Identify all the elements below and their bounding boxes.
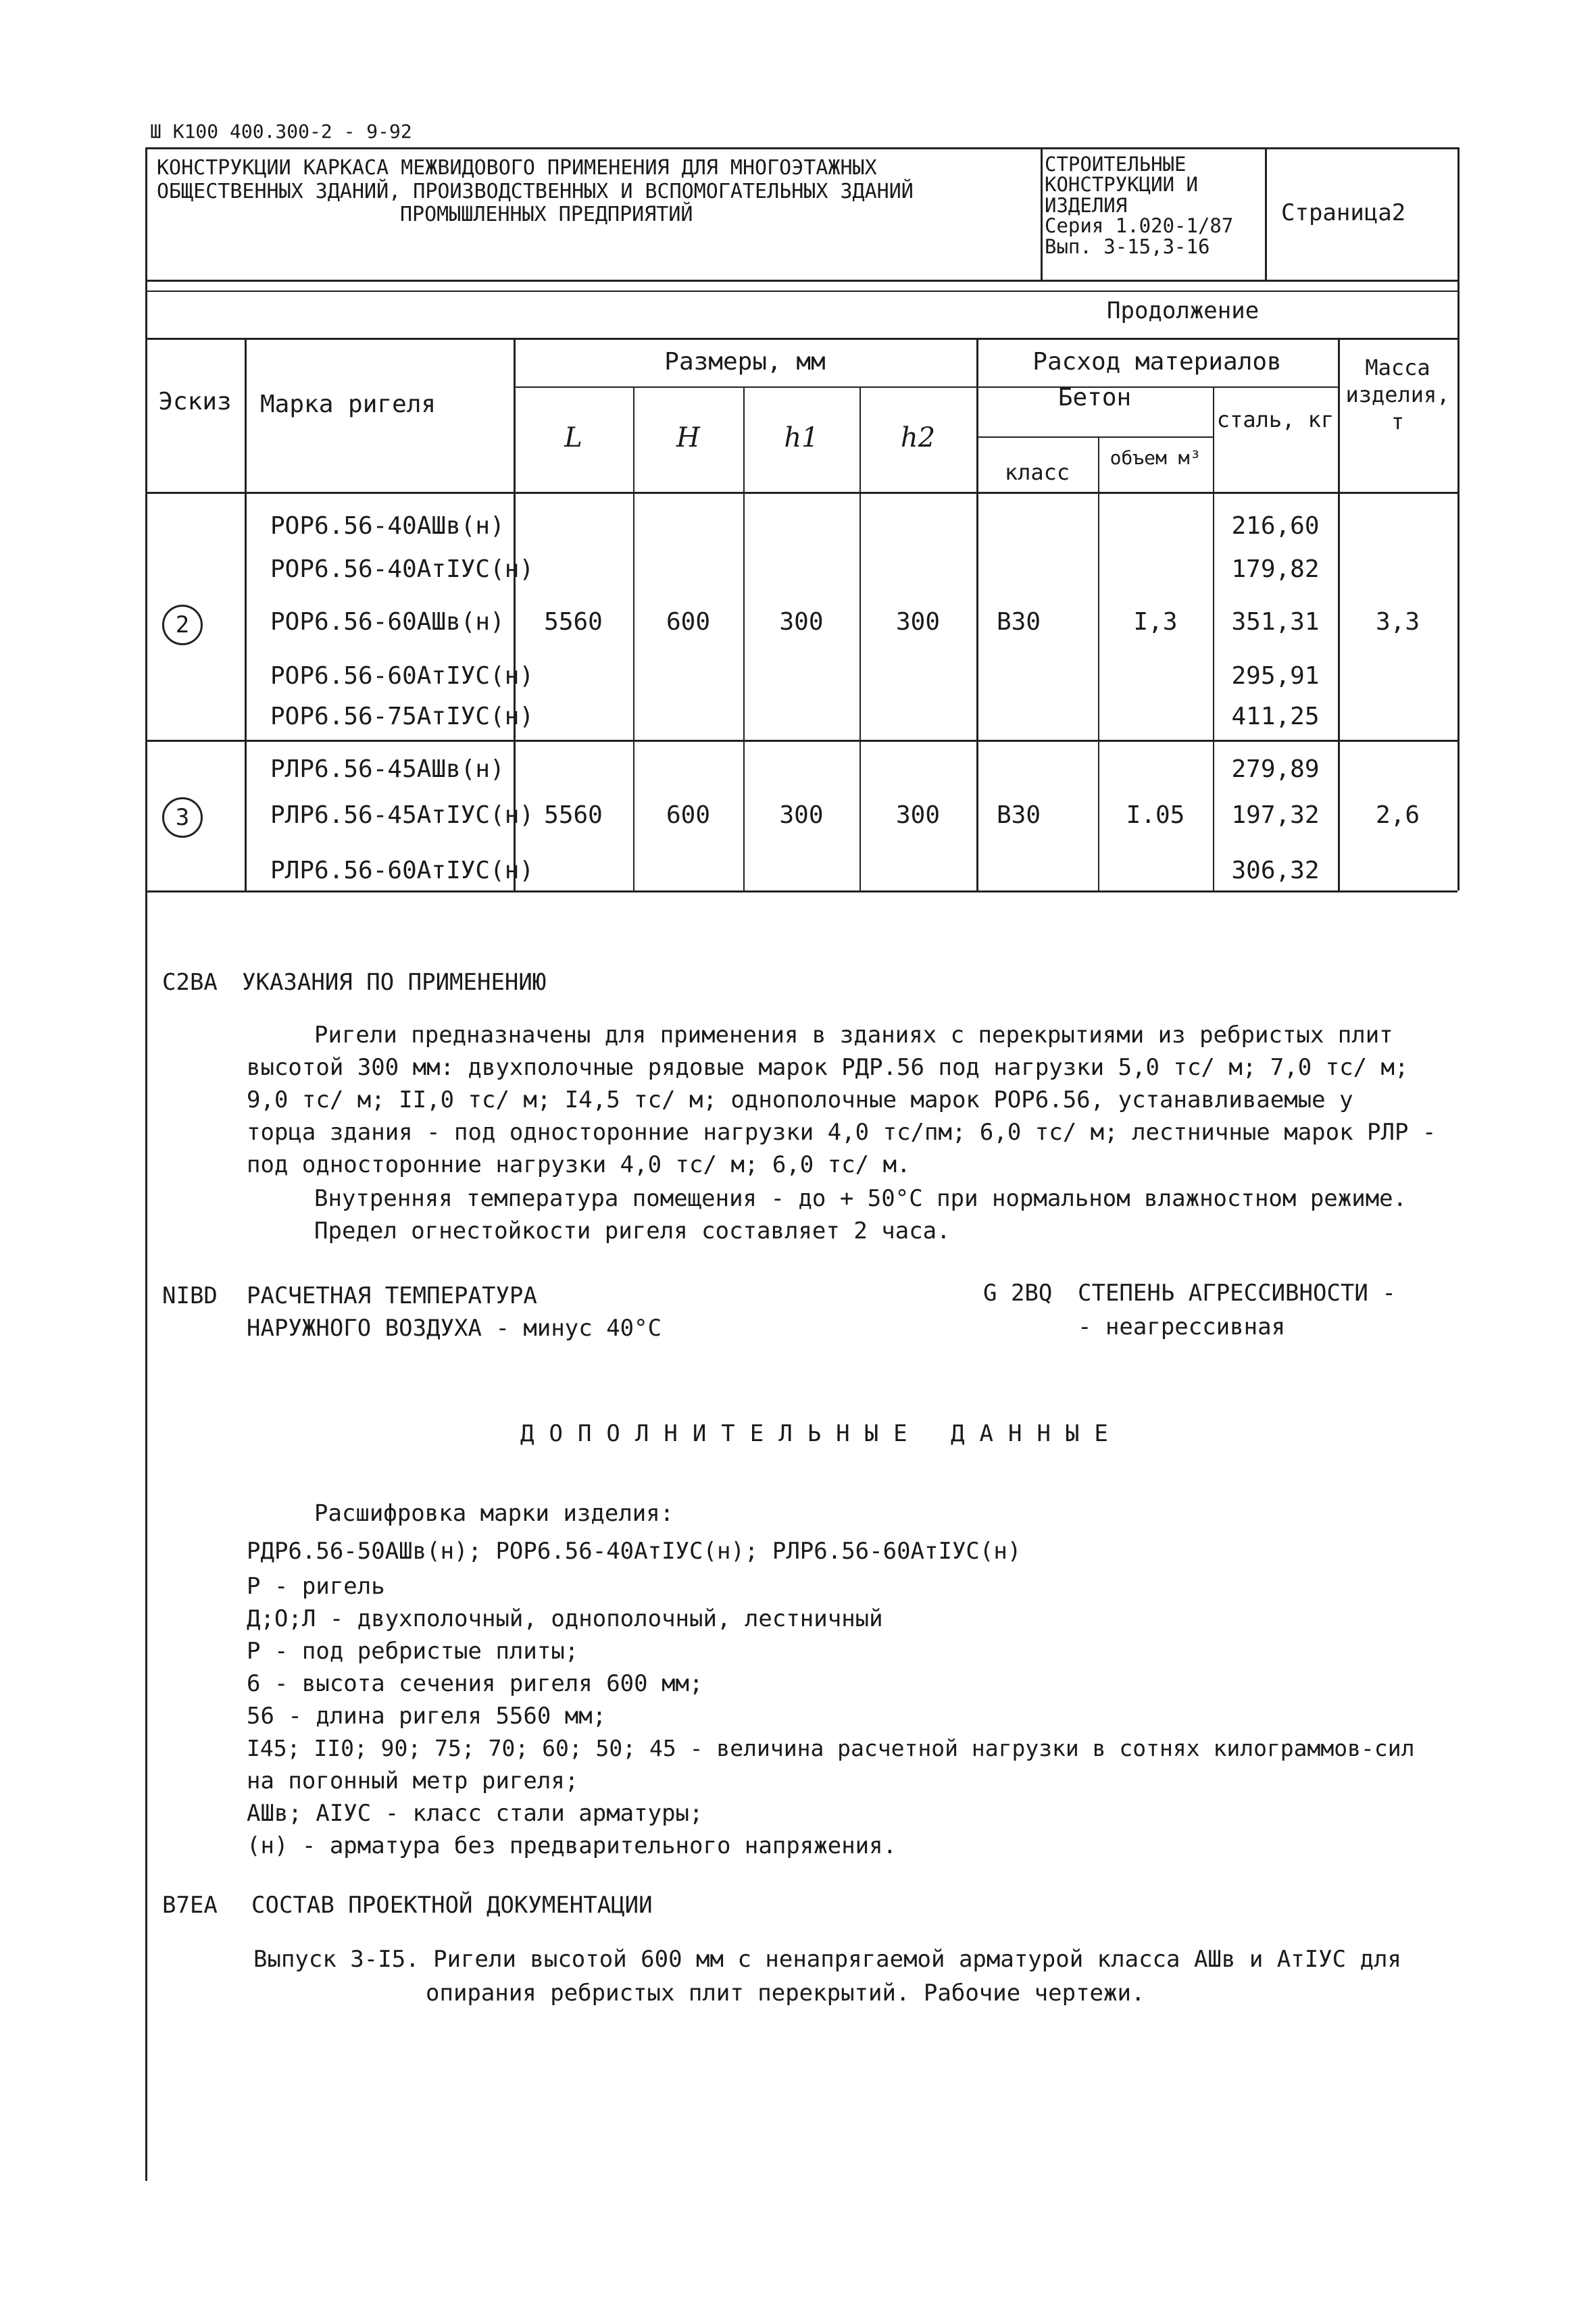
steel-cell: 306,32 [1231, 857, 1320, 884]
list-item: (н) - арматура без предварительного напряжения. [247, 1832, 897, 1859]
temperature-line1: РАСЧЕТНАЯ ТЕМПЕРАТУРА [247, 1282, 537, 1309]
documentation-heading: СОСТАВ ПРОЕКТНОЙ ДОКУМЕНТАЦИИ [251, 1892, 653, 1919]
volume-cell: I,3 [1133, 608, 1178, 636]
continuation-label: Продолжение [1107, 297, 1260, 324]
documentation-line1: Выпуск 3-I5. Ригели высотой 600 мм с ненапрягаемой арматурой класса АШв и АтIУС для [253, 1946, 1401, 1973]
col-concrete: Бетон [1057, 384, 1132, 411]
list-item: 56 - длина ригеля 5560 мм; [247, 1703, 607, 1730]
steel-cell: 295,91 [1231, 662, 1320, 690]
col-h2: h2 [900, 422, 936, 453]
col-class: класс [1004, 459, 1070, 485]
list-item: на погонный метр ригеля; [247, 1767, 579, 1794]
usage-heading: УКАЗАНИЯ ПО ПРИМЕНЕНИЮ [242, 969, 547, 996]
mark-cell: РЛР6.56-45АтIУС(н) [270, 801, 534, 829]
steel-cell: 216,60 [1231, 512, 1320, 540]
mark-cell: РОР6.56-40АтIУС(н) [270, 555, 534, 583]
h1-cell: 300 [779, 608, 824, 636]
L-cell: 5560 [544, 801, 603, 829]
aggressiveness-code: G 2BQ [983, 1280, 1053, 1307]
steel-cell: 351,31 [1231, 608, 1320, 636]
class-cell: В30 [997, 608, 1041, 636]
h1-cell: 300 [779, 801, 824, 829]
steel-cell: 197,32 [1231, 801, 1320, 829]
additional-heading: ДОПОЛНИТЕЛЬНЫЕ ДАННЫЕ [520, 1420, 1123, 1447]
documentation-code: В7ЕА [162, 1892, 218, 1919]
h2-cell: 300 [895, 801, 941, 829]
usage-code: С2ВА [162, 969, 218, 996]
steel-cell: 179,82 [1231, 555, 1320, 583]
list-item: Р - под ребристые плиты; [247, 1638, 579, 1665]
issue-number: Вып. 3-15,3-16 [1045, 234, 1210, 258]
page-number: Страница2 [1281, 199, 1406, 226]
mark-cell: РОР6.56-40АШв(н) [270, 512, 505, 540]
col-mark: Марка ригеля [260, 391, 437, 418]
steel-cell: 411,25 [1231, 703, 1320, 730]
H-cell: 600 [666, 801, 711, 829]
aggressiveness-line1: СТЕПЕНЬ АГРЕССИВНОСТИ - [1078, 1280, 1396, 1307]
header-title: КОНСТРУКЦИИ КАРКАСА МЕЖВИДОВОГО ПРИМЕНЕНИЯ ДЛЯ МНОГОЭТАЖНЫХ ОБЩЕСТВЕННЫХ ЗДАНИЙ, ПРОИЗВОДСТВЕННЫХ И ВСПОМОГАТЕЛЬНЫХ ЗДАНИЙ ПРОМЫШЛЕННЫХ ПРЕДПРИЯТИЙ [157, 156, 914, 226]
additional-example: РДР6.56-50АШв(н); РОР6.56-40АтIУС(н); РЛР6.56-60АтIУС(н) [247, 1538, 1022, 1565]
list-item: Р - ригель [247, 1573, 385, 1600]
col-mass: Масса изделия, т [1345, 355, 1450, 434]
series-number: Серия 1.020-1/87 [1045, 214, 1234, 238]
list-item: 6 - высота сечения ригеля 600 мм; [247, 1670, 703, 1697]
steel-cell: 279,89 [1231, 755, 1320, 783]
temperature-code: NIBD [162, 1282, 218, 1309]
L-cell: 5560 [544, 608, 603, 636]
col-steel: сталь, кг [1216, 407, 1335, 432]
h2-cell: 300 [895, 608, 941, 636]
mass-cell: 2,6 [1375, 801, 1420, 829]
sketch-3-icon: 3 [162, 797, 203, 838]
header-category: СТРОИТЕЛЬНЫЕ КОНСТРУКЦИИ И ИЗДЕЛИЯ Серия 1.020-1/87 Вып. 3-15,3-16 [1045, 154, 1261, 257]
mark-cell: РЛР6.56-60АтIУС(н) [270, 857, 534, 884]
H-cell: 600 [666, 608, 711, 636]
class-cell: В30 [997, 801, 1041, 829]
list-item: I45; II0; 90; 75; 70; 60; 50; 45 - величина расчетной нагрузки в сотнях килограммов-сил [247, 1735, 1415, 1761]
col-volume: объем м³ [1109, 447, 1201, 469]
mark-cell: РОР6.56-75АтIУС(н) [270, 703, 534, 730]
document-code: Ш К100 400.300-2 - 9-92 [150, 120, 412, 143]
sketch-2-icon: 2 [162, 605, 203, 645]
col-L: L [564, 422, 582, 453]
mark-cell: РОР6.56-60АШв(н) [270, 608, 505, 636]
list-item: АШв; АIУС - класс стали арматуры; [247, 1800, 703, 1827]
aggressiveness-line2: - неагрессивная [1078, 1313, 1286, 1340]
list-item: Д;О;Л - двухполочный, однополочный, лестничный [247, 1605, 883, 1632]
additional-intro: Расшифровка марки изделия: [314, 1500, 674, 1527]
col-sizes: Размеры, мм [664, 348, 826, 376]
documentation-line2: опирания ребристых плит перекрытий. Рабочие чертежи. [426, 1980, 1145, 2007]
col-sketch: Эскиз [158, 388, 232, 416]
col-H: H [676, 422, 700, 453]
col-materials: Расход материалов [1032, 348, 1282, 376]
mark-cell: РЛР6.56-45АШв(н) [270, 755, 505, 783]
mass-cell: 3,3 [1375, 608, 1420, 636]
temperature-line2: НАРУЖНОГО ВОЗДУХА - минус 40°С [247, 1315, 662, 1342]
mark-cell: РОР6.56-60АтIУС(н) [270, 662, 534, 690]
col-h1: h1 [784, 422, 819, 453]
volume-cell: I.05 [1126, 801, 1185, 829]
